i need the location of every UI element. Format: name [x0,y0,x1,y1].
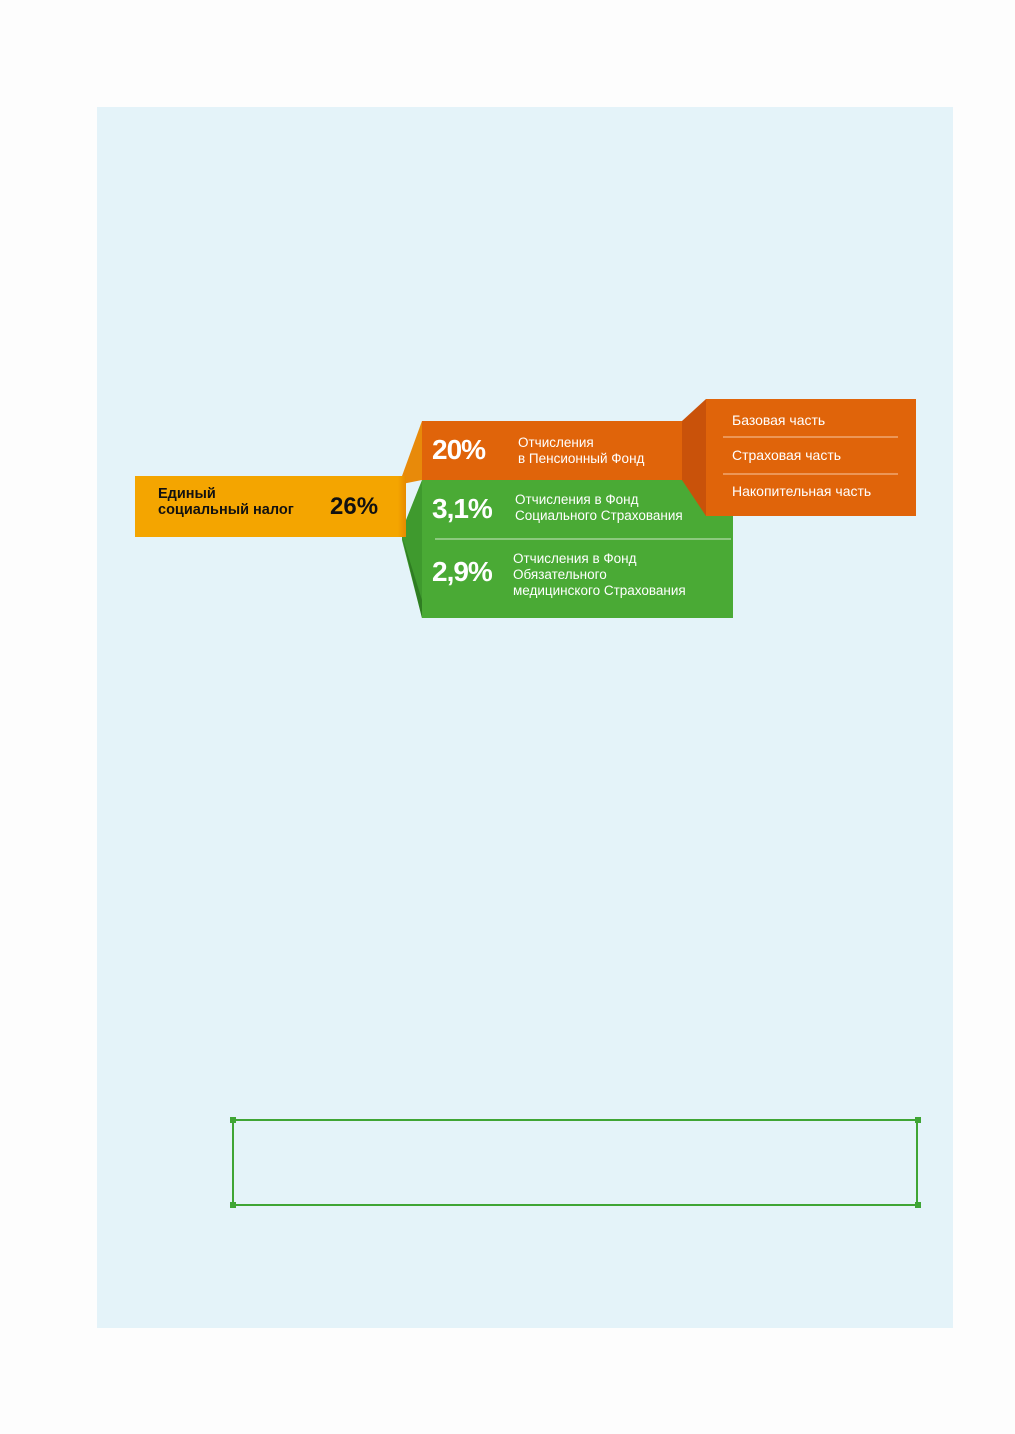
pension-description [518,435,644,467]
medical-desc-line1: Отчисления в Фонд [513,551,637,566]
tax-label-line2: социальный налог [158,502,294,518]
social-desc-line2: Социального Страхования [515,508,683,523]
empty-green-frame [232,1119,918,1206]
medical-description [513,551,686,599]
pension-part-base: Базовая часть [732,412,826,428]
tax-percent: 26% [330,493,379,520]
pension-desc-line2: в Пенсионный Фонд [518,451,645,466]
medical-desc-line3: медицинского Страхования [513,583,686,598]
social-percent: 3,1% [432,493,492,524]
frame-corner-tr [915,1117,921,1123]
social-desc-line1: Отчисления в Фонд [515,492,639,507]
pension-percent: 20% [432,434,486,465]
tax-label [158,486,294,518]
tax-label-line1: Единый [158,486,216,502]
pension-part-insurance: Страховая часть [732,447,842,463]
tax-bar-end [398,476,406,537]
social-description [515,492,683,524]
frame-corner-br [915,1202,921,1208]
frame-corner-tl [230,1117,236,1123]
pension-desc-line1: Отчисления [518,435,594,450]
medical-percent: 2,9% [432,556,492,587]
medical-desc-line2: Обязательного [513,567,607,582]
pension-part-funded: Накопительная часть [732,483,872,499]
frame-corner-bl [230,1202,236,1208]
connector-top [402,421,422,484]
